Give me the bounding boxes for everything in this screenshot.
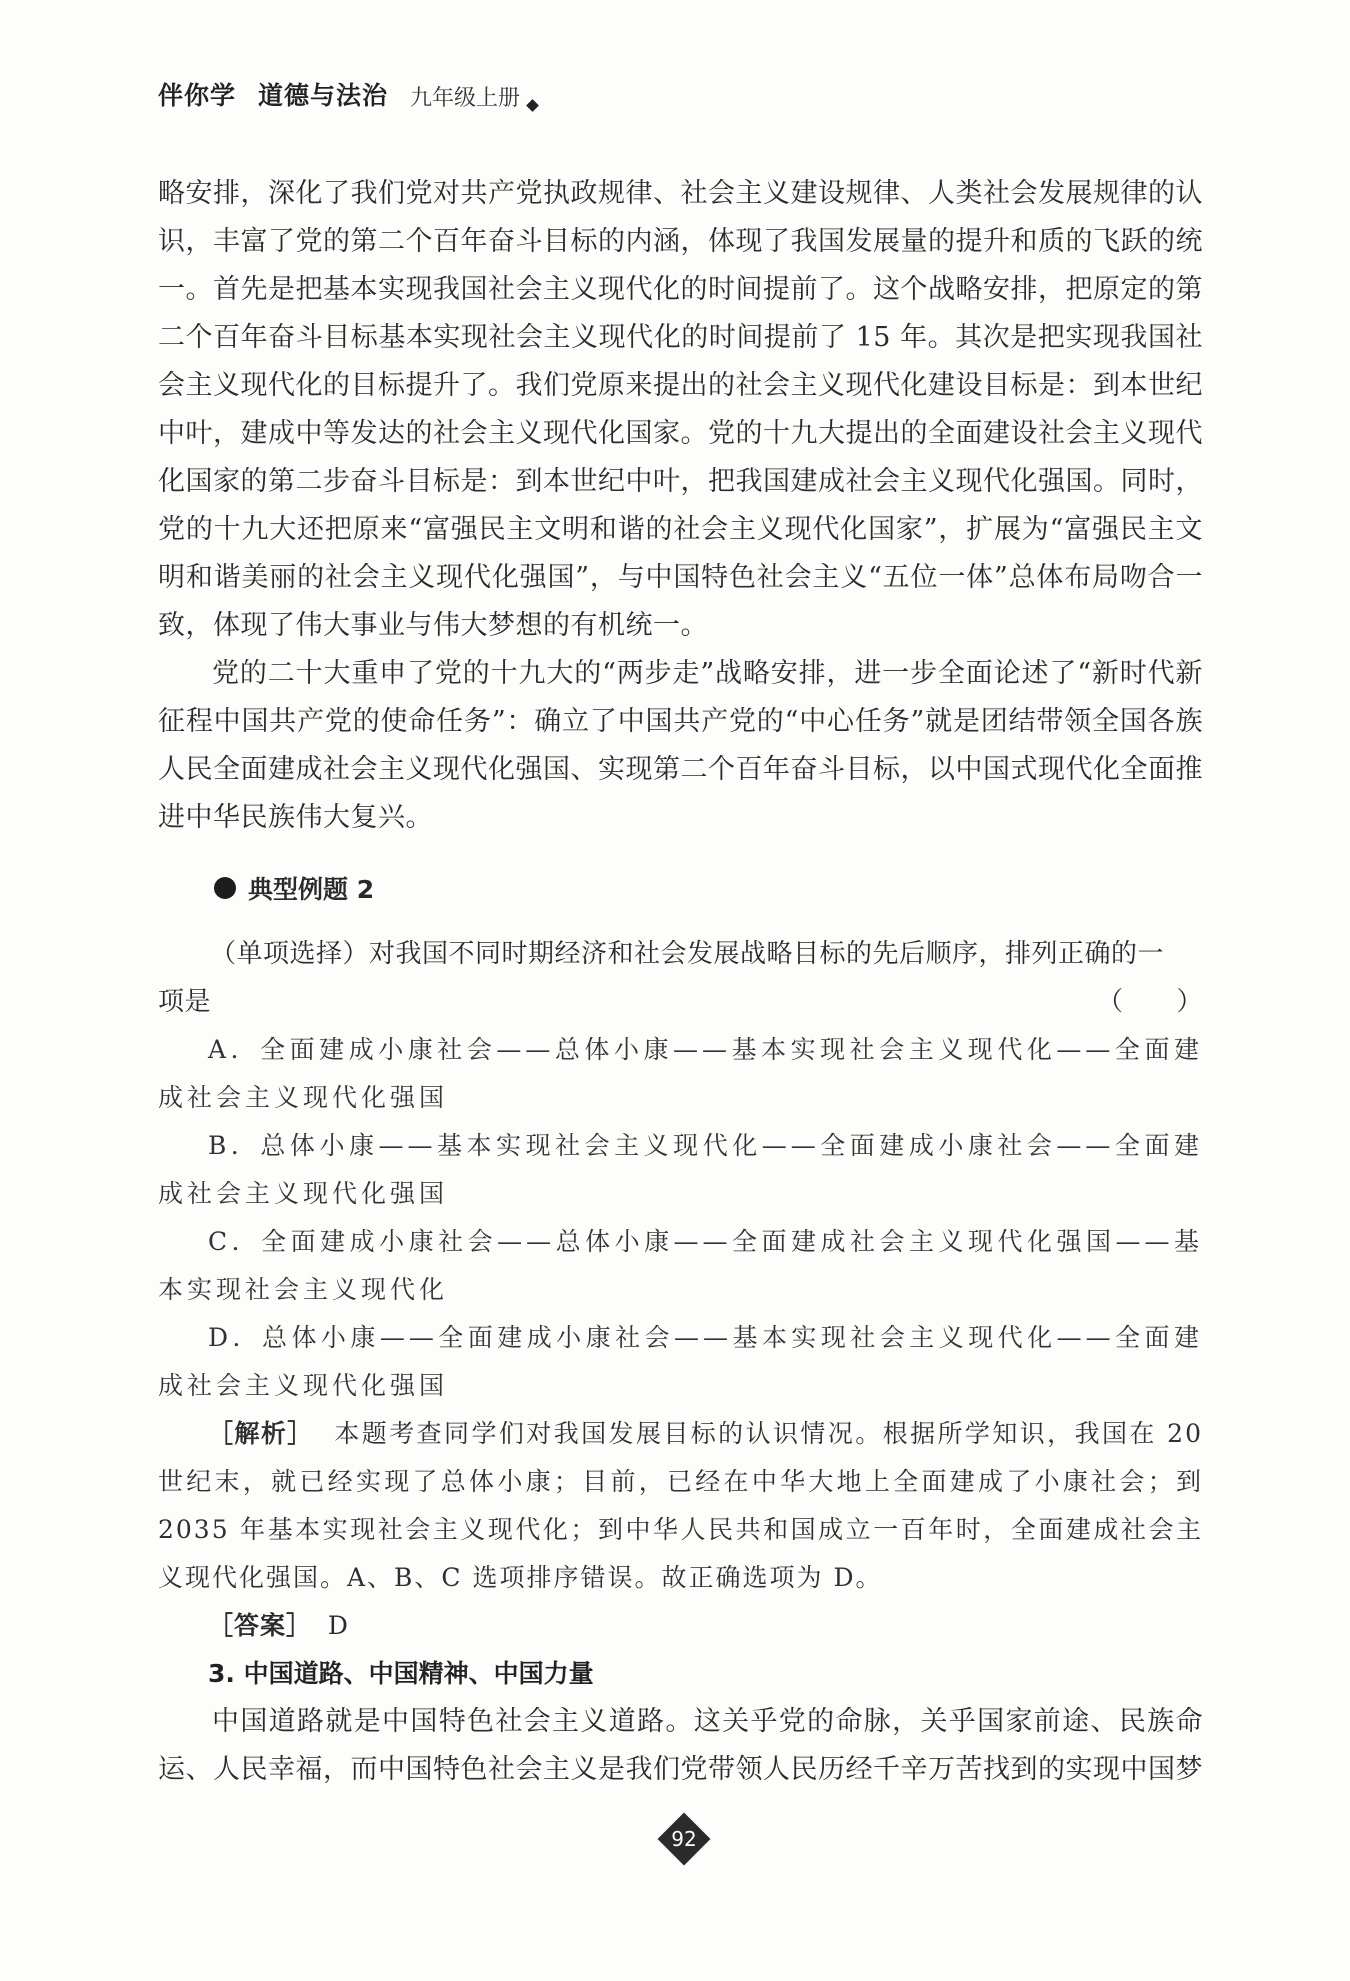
question-line-1: （单项选择）对我国不同时期经济和社会发展战略目标的先后顺序，排列正确的一 — [210, 939, 1165, 969]
header-subject: 道德与法治 — [258, 81, 389, 110]
page-number: 92 — [671, 1827, 697, 1851]
option-b: B．总体小康——基本实现社会主义现代化——全面建成小康社会——全面建成社会主义现代化强国 — [158, 1131, 1203, 1208]
option-c: C．全面建成小康社会——总体小康——全面建成社会主义现代化强国——基本实现社会主义现代化 — [158, 1227, 1203, 1304]
example-heading — [214, 864, 1203, 912]
analysis-paragraph — [158, 1410, 1203, 1602]
header-grade: 九年级上册 — [410, 86, 521, 111]
question-line-2 — [158, 978, 1203, 1026]
example-heading-text: 典型例题 2 — [248, 875, 375, 904]
bullet-icon — [214, 877, 236, 899]
answer-tag: ［答案］ — [208, 1611, 313, 1640]
section-3-paragraph: 中国道路就是中国特色社会主义道路。这关乎党的命脉，关乎国家前途、民族命运、人民幸福，而中国特色社会主义是我们党带领人民历经千辛万苦找到的实现中国梦 — [158, 1706, 1203, 1785]
running-header — [158, 72, 1198, 112]
analysis-text: 本题考查同学们对我国发展目标的认识情况。根据所学知识，我国在 20 世纪末，就已经实现了总体小康；目前，已经在中华大地上全面建成了小康社会；到 2035 年基本实现社会主义现代化；到中华人民共和国成立一百年时，全面建成社会主义现代化强国。A、B、C 选项排序错误。故正确选项为 D。 — [158, 1419, 1203, 1592]
page-content — [158, 170, 1203, 1794]
answer-blank: （ ） — [1096, 987, 1203, 1017]
section-3-heading: 3. 中国道路、中国精神、中国力量 — [208, 1659, 594, 1688]
body-paragraph-1: 略安排，深化了我们党对共产党执政规律、社会主义建设规律、人类社会发展规律的认识，丰富了党的第二个百年奋斗目标的内涵，体现了我国发展量的提升和质的飞跃的统一。首先是把基本实现我国社会主义现代化的时间提前了。这个战略安排，把原定的第二个百年奋斗目标基本实现社会主义现代化的时间提前了 15 年。其次是把实现我国社会主义现代化的目标提升了。我们党原来提出的社会主义现代化建设目标是：到本世纪中叶，建成中等发达的社会主义现代化国家。党的十九大提出的全面建设社会主义现代化国家的第二步奋斗目标是：到本世纪中叶，把我国建成社会主义现代化强国。同时，党的十九大还把原来“富强民主文明和谐的社会主义现代化国家”，扩展为“富强民主文明和谐美丽的社会主义现代化强国”，与中国特色社会主义“五位一体”总体布局吻合一致，体现了伟大事业与伟大梦想的有机统一。 — [158, 178, 1203, 641]
question-line-2-text: 项是 — [158, 987, 212, 1017]
answer-line — [158, 1602, 1203, 1650]
option-a: A．全面建成小康社会——总体小康——基本实现社会主义现代化——全面建成社会主义现代化强国 — [158, 1035, 1203, 1112]
answer-text: D — [327, 1611, 348, 1640]
page-number-badge — [660, 1815, 708, 1863]
header-brand: 伴你学 — [158, 81, 237, 110]
option-d: D．总体小康——全面建成小康社会——基本实现社会主义现代化——全面建成社会主义现代化强国 — [158, 1323, 1203, 1400]
diamond-icon — [526, 99, 539, 112]
body-paragraph-2: 党的二十大重申了党的十九大的“两步走”战略安排，进一步全面论述了“新时代新征程中国共产党的使命任务”：确立了中国共产党的“中心任务”就是团结带领全国各族人民全面建成社会主义现代化强国、实现第二个百年奋斗目标，以中国式现代化全面推进中华民族伟大复兴。 — [158, 658, 1203, 833]
analysis-tag: ［解析］ — [208, 1419, 314, 1448]
